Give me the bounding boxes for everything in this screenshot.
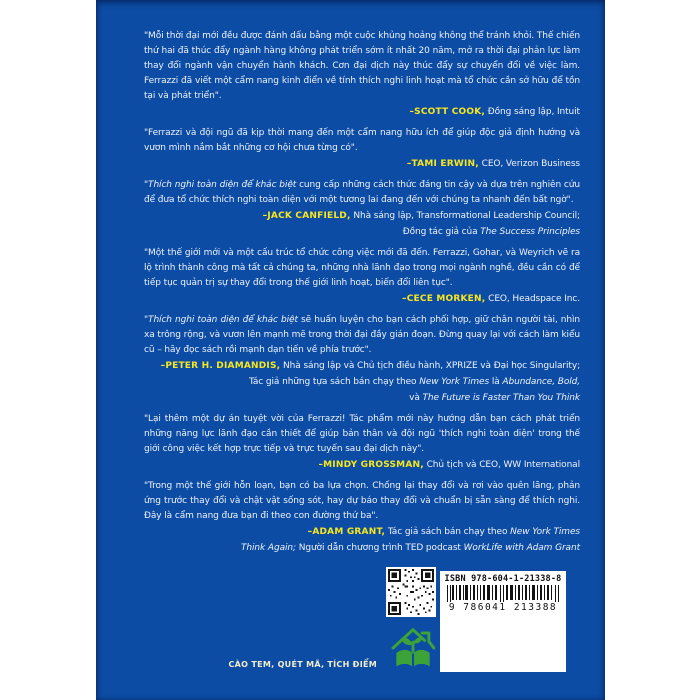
quote-attribution: Đồng tác giả của The Success Principles	[402, 227, 580, 237]
quote-text: "Một thế giới mới và một cấu trúc tổ chức công việc mới đã đến. Ferrazzi, Gohar, và Weyrich vẽ ra lộ trình thành công mà tất cả chúng ta, những nhà lãnh đạo trong mọi ngành nghề, đều cần có để tiếp tục quản trị sự thay đổi trong thế giới linh hoạt, biến đổi liên tục".	[144, 248, 580, 288]
isbn-label: ISBN 978-604-1-21338-8	[444, 574, 562, 584]
quote-text: "Lại thêm một dự án tuyệt vời của Ferrazzi! Tác phẩm mới này hướng dẫn bạn cách phát triển những năng lực lãnh đạo cần thiết để giúp bản thân và đội ngũ 'thích nghi toàn diện' trong thế giới công việc kết hợp trực tiếp và trực tuyến sau đại dịch này".	[144, 414, 580, 454]
quote-attribution: –CECE MORKEN, CEO, Headspace Inc.	[402, 294, 580, 304]
testimonial	[144, 246, 580, 307]
loyalty-text: CÀO TEM, QUÉT MÃ, TÍCH ĐIỂM	[228, 660, 377, 669]
quote-text: "Thích nghi toàn diện để khác biệt cung cấp những cách thức đáng tin cậy và dựa trên nghiên cứu để đưa tổ chức thích nghi toàn diện với một tương lai đang đến với chúng ta nhanh đến bất ngờ".	[144, 180, 580, 205]
testimonials-section	[144, 29, 580, 562]
testimonial	[144, 479, 580, 556]
isbn-digits: 9 786041 213388	[448, 602, 558, 613]
quote-text: "Mỗi thời đại mới đều được đánh dấu bằng một cuộc khủng hoảng không thể tránh khỏi. Thế chiến thứ hai đã thúc đẩy ngành hàng không phát triển sớm ít nhất 20 năm, mở ra thời đại phản lực làm thay đổi ngành vận chuyển hành khách. Cơn đại dịch này thúc đẩy sự chuyển đổi về việc làm. Ferrazzi đã viết một cẩm nang kinh điển về tính thích nghi linh hoạt mà tổ chức cần sở hữu để tồn tại và phát triển".	[144, 31, 580, 101]
book-back-cover	[96, 0, 605, 700]
testimonial	[144, 29, 580, 120]
quote-attribution: –ADAM GRANT, Tác giả sách bán chạy theo New York Times	[307, 527, 580, 537]
testimonial	[144, 313, 580, 406]
qr-code-icon	[386, 567, 436, 617]
quote-attribution: –TAMI ERWIN, CEO, Verizon Business	[406, 159, 580, 169]
quote-attribution: Think Again; Người dẫn chương trình TED podcast WorkLife with Adam Grant	[241, 543, 580, 553]
quote-text: "Thích nghi toàn diện để khác biệt sẽ huấn luyện cho bạn cách phối hợp, giữ chân người tài, nhìn xa trông rộng, và vươn lên mạnh mẽ trong thời đại đầy gián đoạn. Đừng quay lại với cách làm kiểu cũ – hãy đọc sách rồi mạnh dạn tiến về phía trước".	[144, 315, 580, 355]
barcode-icon	[447, 585, 559, 602]
quote-attribution: và The Future is Faster Than You Think	[409, 393, 580, 403]
testimonial	[144, 178, 580, 240]
testimonial	[144, 126, 580, 172]
quote-attribution: –MINDY GROSSMAN, Chủ tịch và CEO, WW International	[318, 460, 580, 470]
quote-text: "Trong một thế giới hỗn loạn, bạn có ba lựa chọn. Chống lại thay đổi và rơi vào quên lãng, phản ứng trước thay đổi và chật vật sống sót, hay dự báo thay đổi và chuẩn bị sẵn sàng để thích nghi. Đây là cẩm nang đưa bạn đi theo con đường thứ ba".	[144, 481, 580, 521]
quote-attribution: Tác giả những tựa sách bán chạy theo New York Times là Abundance, Bold,	[248, 377, 580, 387]
quote-attribution: –JACK CANFIELD, Nhà sáng lập, Transformational Leadership Council;	[262, 211, 580, 221]
publisher-logo-house-book-icon	[388, 621, 438, 675]
quote-text: "Ferrazzi và đội ngũ đã kịp thời mang đến một cẩm nang hữu ích để giúp độc giả định hướng và vươn mình nắm bắt những cơ hội chưa từng có".	[144, 128, 580, 153]
quote-attribution: –PETER H. DIAMANDIS, Nhà sáng lập và Chủ tịch điều hành, XPRIZE và Đại học Singularity;	[160, 361, 580, 371]
quote-attribution: –SCOTT COOK, Đồng sáng lập, Intuit	[409, 107, 580, 117]
testimonial	[144, 412, 580, 473]
isbn-barcode	[440, 571, 566, 672]
